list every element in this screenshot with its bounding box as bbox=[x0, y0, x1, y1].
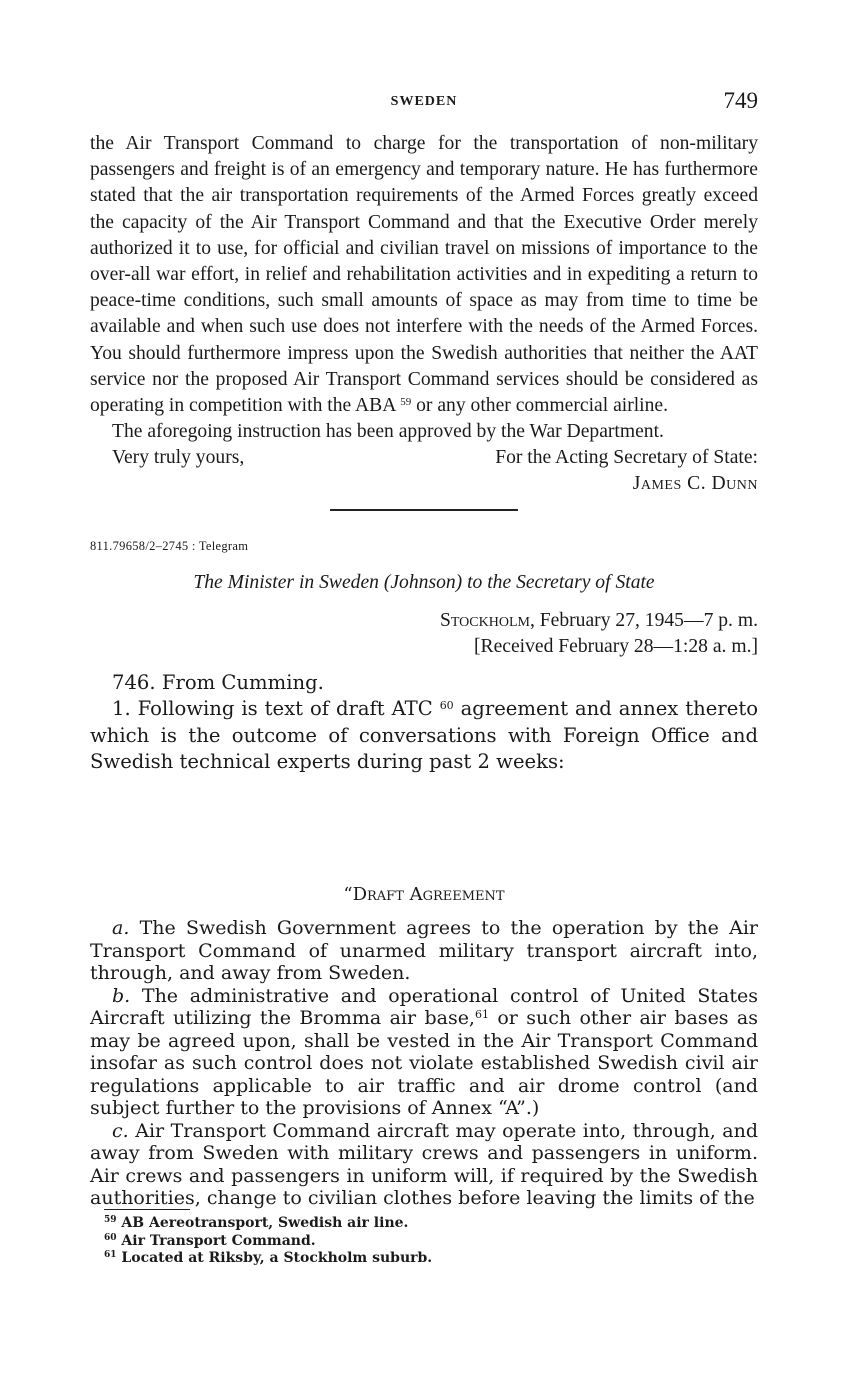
signature: James C. Dunn bbox=[632, 473, 758, 495]
running-head bbox=[90, 88, 758, 118]
file-reference: 811.79658/2–2745 : Telegram bbox=[90, 539, 249, 554]
footnote-rule bbox=[104, 1209, 190, 1210]
draft-heading: “Draft Agreement bbox=[343, 884, 505, 905]
footnote-ref-59[interactable]: 59 bbox=[400, 396, 412, 409]
clause-b: b. The administrative and operational control of United States Aircraft utilizing the Bromma air base,$^{61}$ or such other air bases as may be agreed upon, shall be vested in the Air Transport Command insofar as such control does not violate established Swedish civil air regulations applicable to air traffic and air drome control (and subject further to the provisions of Annex “A”.) bbox=[90, 984, 759, 1119]
footnotes bbox=[104, 1215, 704, 1268]
document-title: The Minister in Sweden (Johnson) to the Secretary of State bbox=[193, 571, 655, 593]
clause-a: a. The Swedish Government agrees to the operation by the Air Transport Command of unarmed military transport aircraft into, through, and away from Sweden. bbox=[90, 917, 758, 984]
intro-paragraph-1: the Air Transport Command to charge for the transportation of non-military passengers and freight is of an emergency and temporary nature. He has furthermore stated that the air transportation requirements of the Armed Forces greatly exceed the capacity of the Air Transport Command and that the Executive Order merely authorized it to use, for official and civilian travel on missions of importance to the over-all war effort, in relief and rehabilitation activities and in expediting a return to peace-time conditions, such small amounts of space as may from time to time be available and when such use does not interfere with the needs of the Armed Forces. You should furthermore impress upon the Swedish authorities that neither the AAT service nor the proposed Air Transport Command services should be considered as operating in competition with the ABA $^{59}$ or any other commercial airline. bbox=[90, 133, 758, 417]
salutation: Very truly yours, bbox=[112, 447, 245, 469]
dateline-place: Stockholm bbox=[439, 609, 530, 631]
telegram-paragraph-1: 1. Following is text of draft ATC $^{60}$ agreement and annex thereto which is the outcome of conversations with Foreign Office and Swedish technical experts during past 2 weeks: bbox=[90, 697, 758, 773]
body-text bbox=[90, 131, 758, 775]
telegram-line-1: 746. From Cumming. bbox=[112, 671, 324, 695]
running-title: SWEDEN bbox=[390, 94, 458, 109]
for-line: For the Acting Secretary of State: bbox=[495, 447, 758, 469]
page-number: 749 bbox=[723, 88, 758, 113]
telegram-body bbox=[90, 670, 758, 775]
footnote-ref-60[interactable]: 60 bbox=[439, 699, 454, 713]
dateline: Stockholm, February 27, 1945—7 p. m. bbox=[439, 609, 758, 631]
footnote: $^{61}$ Located at Riksby, a Stockholm suburb. bbox=[104, 1250, 433, 1266]
draft-agreement bbox=[90, 917, 758, 1210]
clause-c: c. Air Transport Command aircraft may operate into, through, and away from Sweden with military crews and passengers in uniform. Air crews and passengers in uniform will, if required by the Swedish authorities, change to civilian clothes before leaving the limits of the bbox=[90, 1119, 759, 1209]
letter-closing bbox=[90, 445, 758, 497]
footnote: $^{60}$ Air Transport Command. bbox=[104, 1232, 316, 1249]
dateline-date: February 27, 1945—7 p. m. bbox=[539, 609, 758, 631]
section-divider bbox=[330, 509, 518, 511]
footnote-ref-61[interactable]: 61 bbox=[474, 1008, 489, 1021]
footnote: $^{59}$ AB Aereotransport, Swedish air line. bbox=[104, 1215, 409, 1231]
intro-paragraph-2: The aforegoing instruction has been approved by the War Department. bbox=[112, 421, 664, 443]
received-line: [Received February 28—1:28 a. m.] bbox=[473, 636, 758, 658]
